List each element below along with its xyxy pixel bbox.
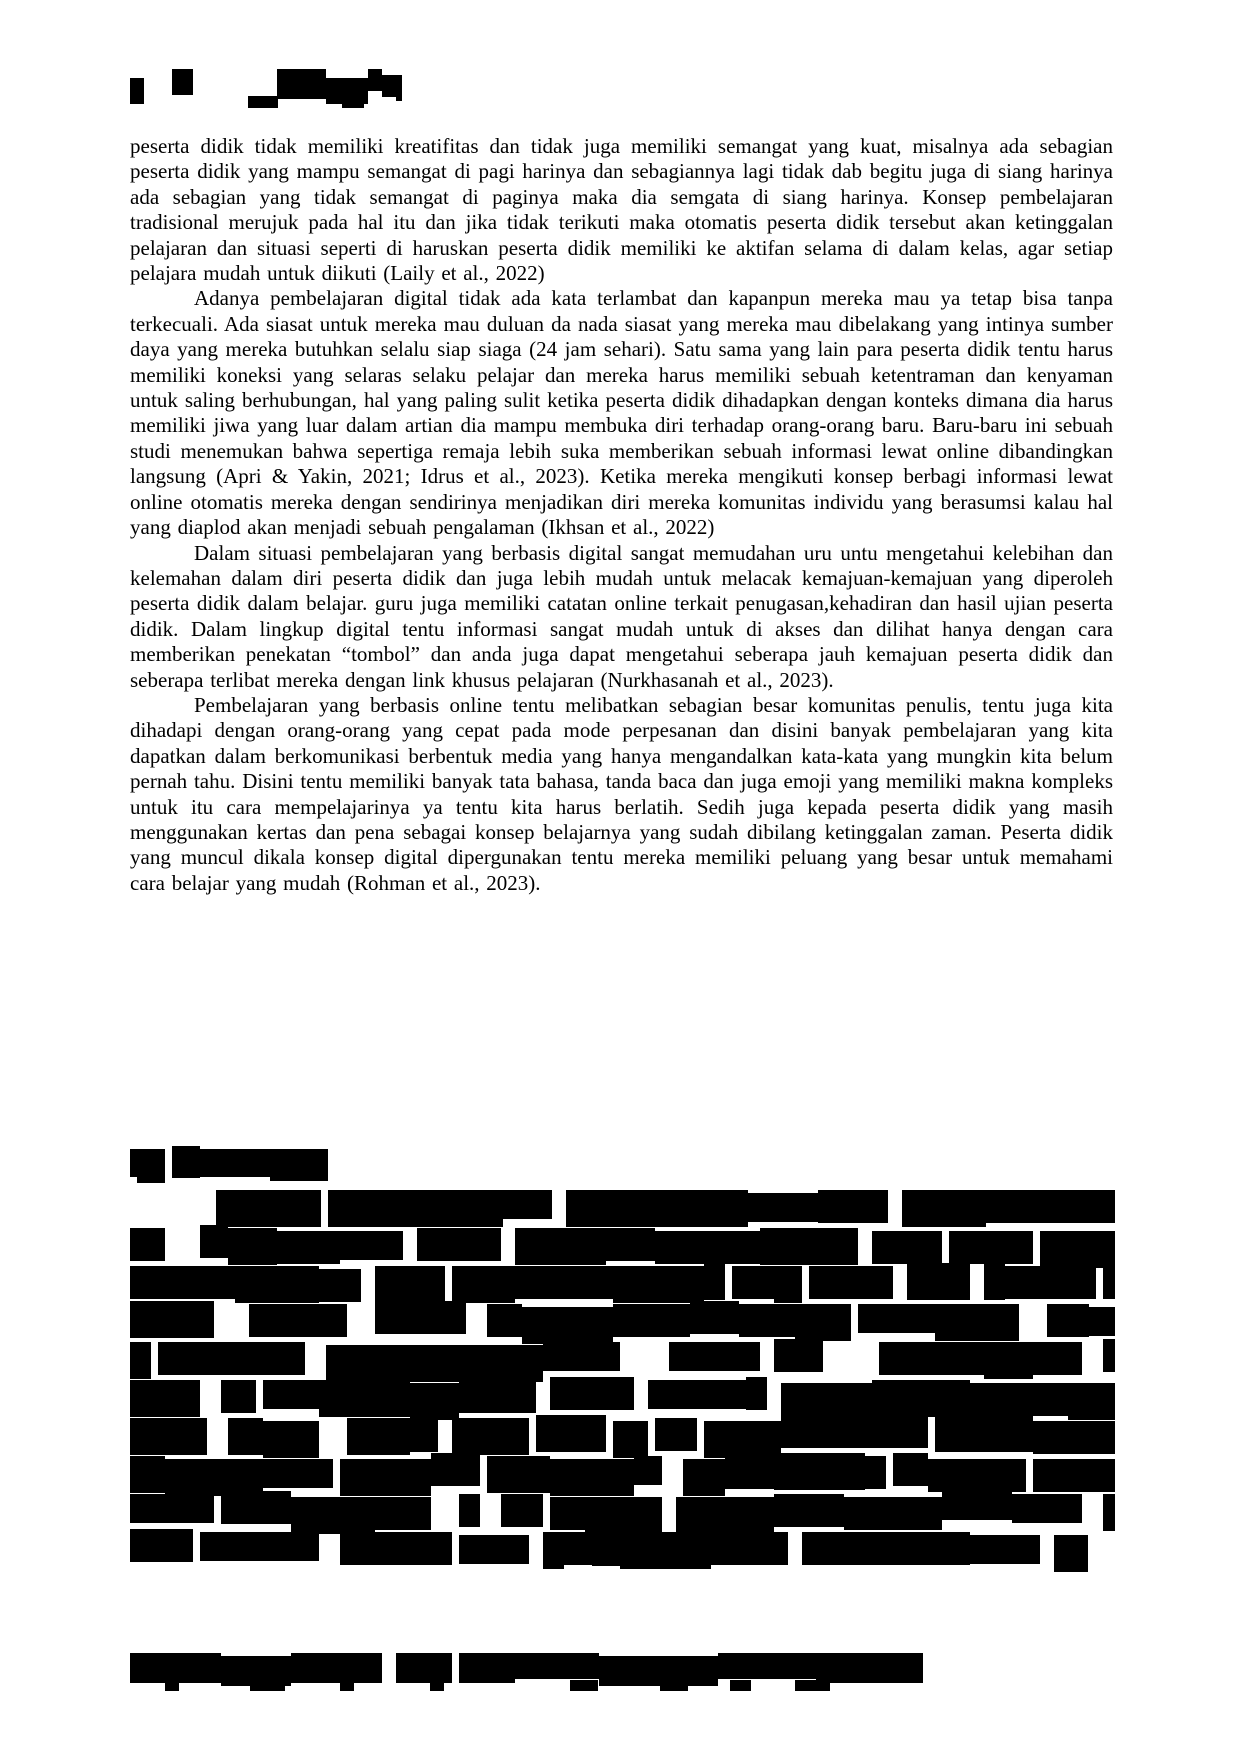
paragraph-1: peserta didik tidak memiliki kreatifitas dan tidak juga memiliki semangat yang kuat, misalnya ada sebagian peserta didik yang mampu semangat di pagi harinya dan sebagiannya lagi tidak dab begitu juga di siang harinya ada sebagian yang tidak semangat di paginya maka dia semgata di siang harinya. Konsep pembelajaran tradisional merujuk pada hal itu dan jika tidak terikuti maka otomatis peserta didik tersebut akan ketinggalan pelajaran dan situasi seperti di haruskan peserta didik memiliki ke aktifan selama di dalam kelas, agar setiap pelajara mudah untuk diikuti (Laily et al., 2022) (130, 134, 1113, 286)
body-text (130, 134, 1113, 896)
redacted-paragraph-block (130, 1190, 1115, 1585)
redacted-header-mark (130, 64, 410, 112)
paragraph-3: Dalam situasi pembelajaran yang berbasis digital sangat memudahan uru untu mengetahui kelebihan dan kelemahan dalam diri peserta didik dan juga lebih mudah untuk melacak kemajuan-kemajuan yang diperoleh peserta didik dalam belajar. guru juga memiliki catatan online terkait penugasan,kehadiran dan hasil ujian peserta didik. Dalam lingkup digital tentu informasi sangat mudah untuk di akses dan dilihat hanya dengan cara memberikan penekatan “tombol” dan anda juga dapat mengetahui seberapa jauh kemajuan peserta didik dan seberapa terlibat mereka dengan link khusus pelajaran (Nurkhasanah et al., 2023). (130, 540, 1113, 692)
paragraph-2: Adanya pembelajaran digital tidak ada kata terlambat dan kapanpun mereka mau ya tetap bisa tanpa terkecuali. Ada siasat untuk mereka mau duluan da nada siasat yang mereka mau dibelakang yang intinya sumber daya yang mereka butuhkan selalu siap siaga (24 jam sehari). Satu sama yang lain para peserta didik tentu harus memiliki koneksi yang selaras selaku pelajar dan mereka harus memiliki sebuah ketentraman dan kenyaman untuk saling berhubungan, hal yang paling sulit ketika peserta didik dihadapkan dengan konteks dimana dia harus memiliki jiwa yang luar dalam artian dia mampu membuka diri terhadap orang-orang baru. Baru-baru ini sebuah studi menemukan bahwa sepertiga remaja lebih suka memberikan sebuah informasi lewat online dibandingkan langsung (Apri & Yakin, 2021; Idrus et al., 2023). Ketika mereka mengikuti konsep berbagi informasi lewat online otomatis mereka dengan sendirinya menjadikan diri mereka komunitas individu yang berasumsi kalau hal yang diaplod akan menjadi sebuah pengalaman (Ikhsan et al., 2022) (130, 286, 1113, 540)
redacted-section-heading (130, 1146, 340, 1188)
paragraph-4: Pembelajaran yang berbasis online tentu melibatkan sebagian besar komunitas penulis, tentu juga kita dihadapi dengan orang-orang yang cepat pada mode perpesanan dan disini banyak pembelajaran yang kita dapatkan dalam berkomunikasi berbentuk media yang hanya mengandalkan kata-kata yang mungkin kita belum pernah tahu. Disini tentu memiliki banyak tata bahasa, tanda baca dan juga emoji yang memiliki makna kompleks untuk itu cara mempelajarinya ya tentu kita harus berlatih. Sedih juga kepada peserta didik yang masih menggunakan kertas dan pena sebagai konsep belajarnya yang sudah dibilang ketinggalan zaman. Peserta didik yang muncul dikala konsep digital dipergunakan tentu mereka memiliki peluang yang besar untuk memahami cara belajar yang mudah (Rohman et al., 2023). (130, 692, 1113, 895)
redacted-footnote (130, 1653, 930, 1698)
